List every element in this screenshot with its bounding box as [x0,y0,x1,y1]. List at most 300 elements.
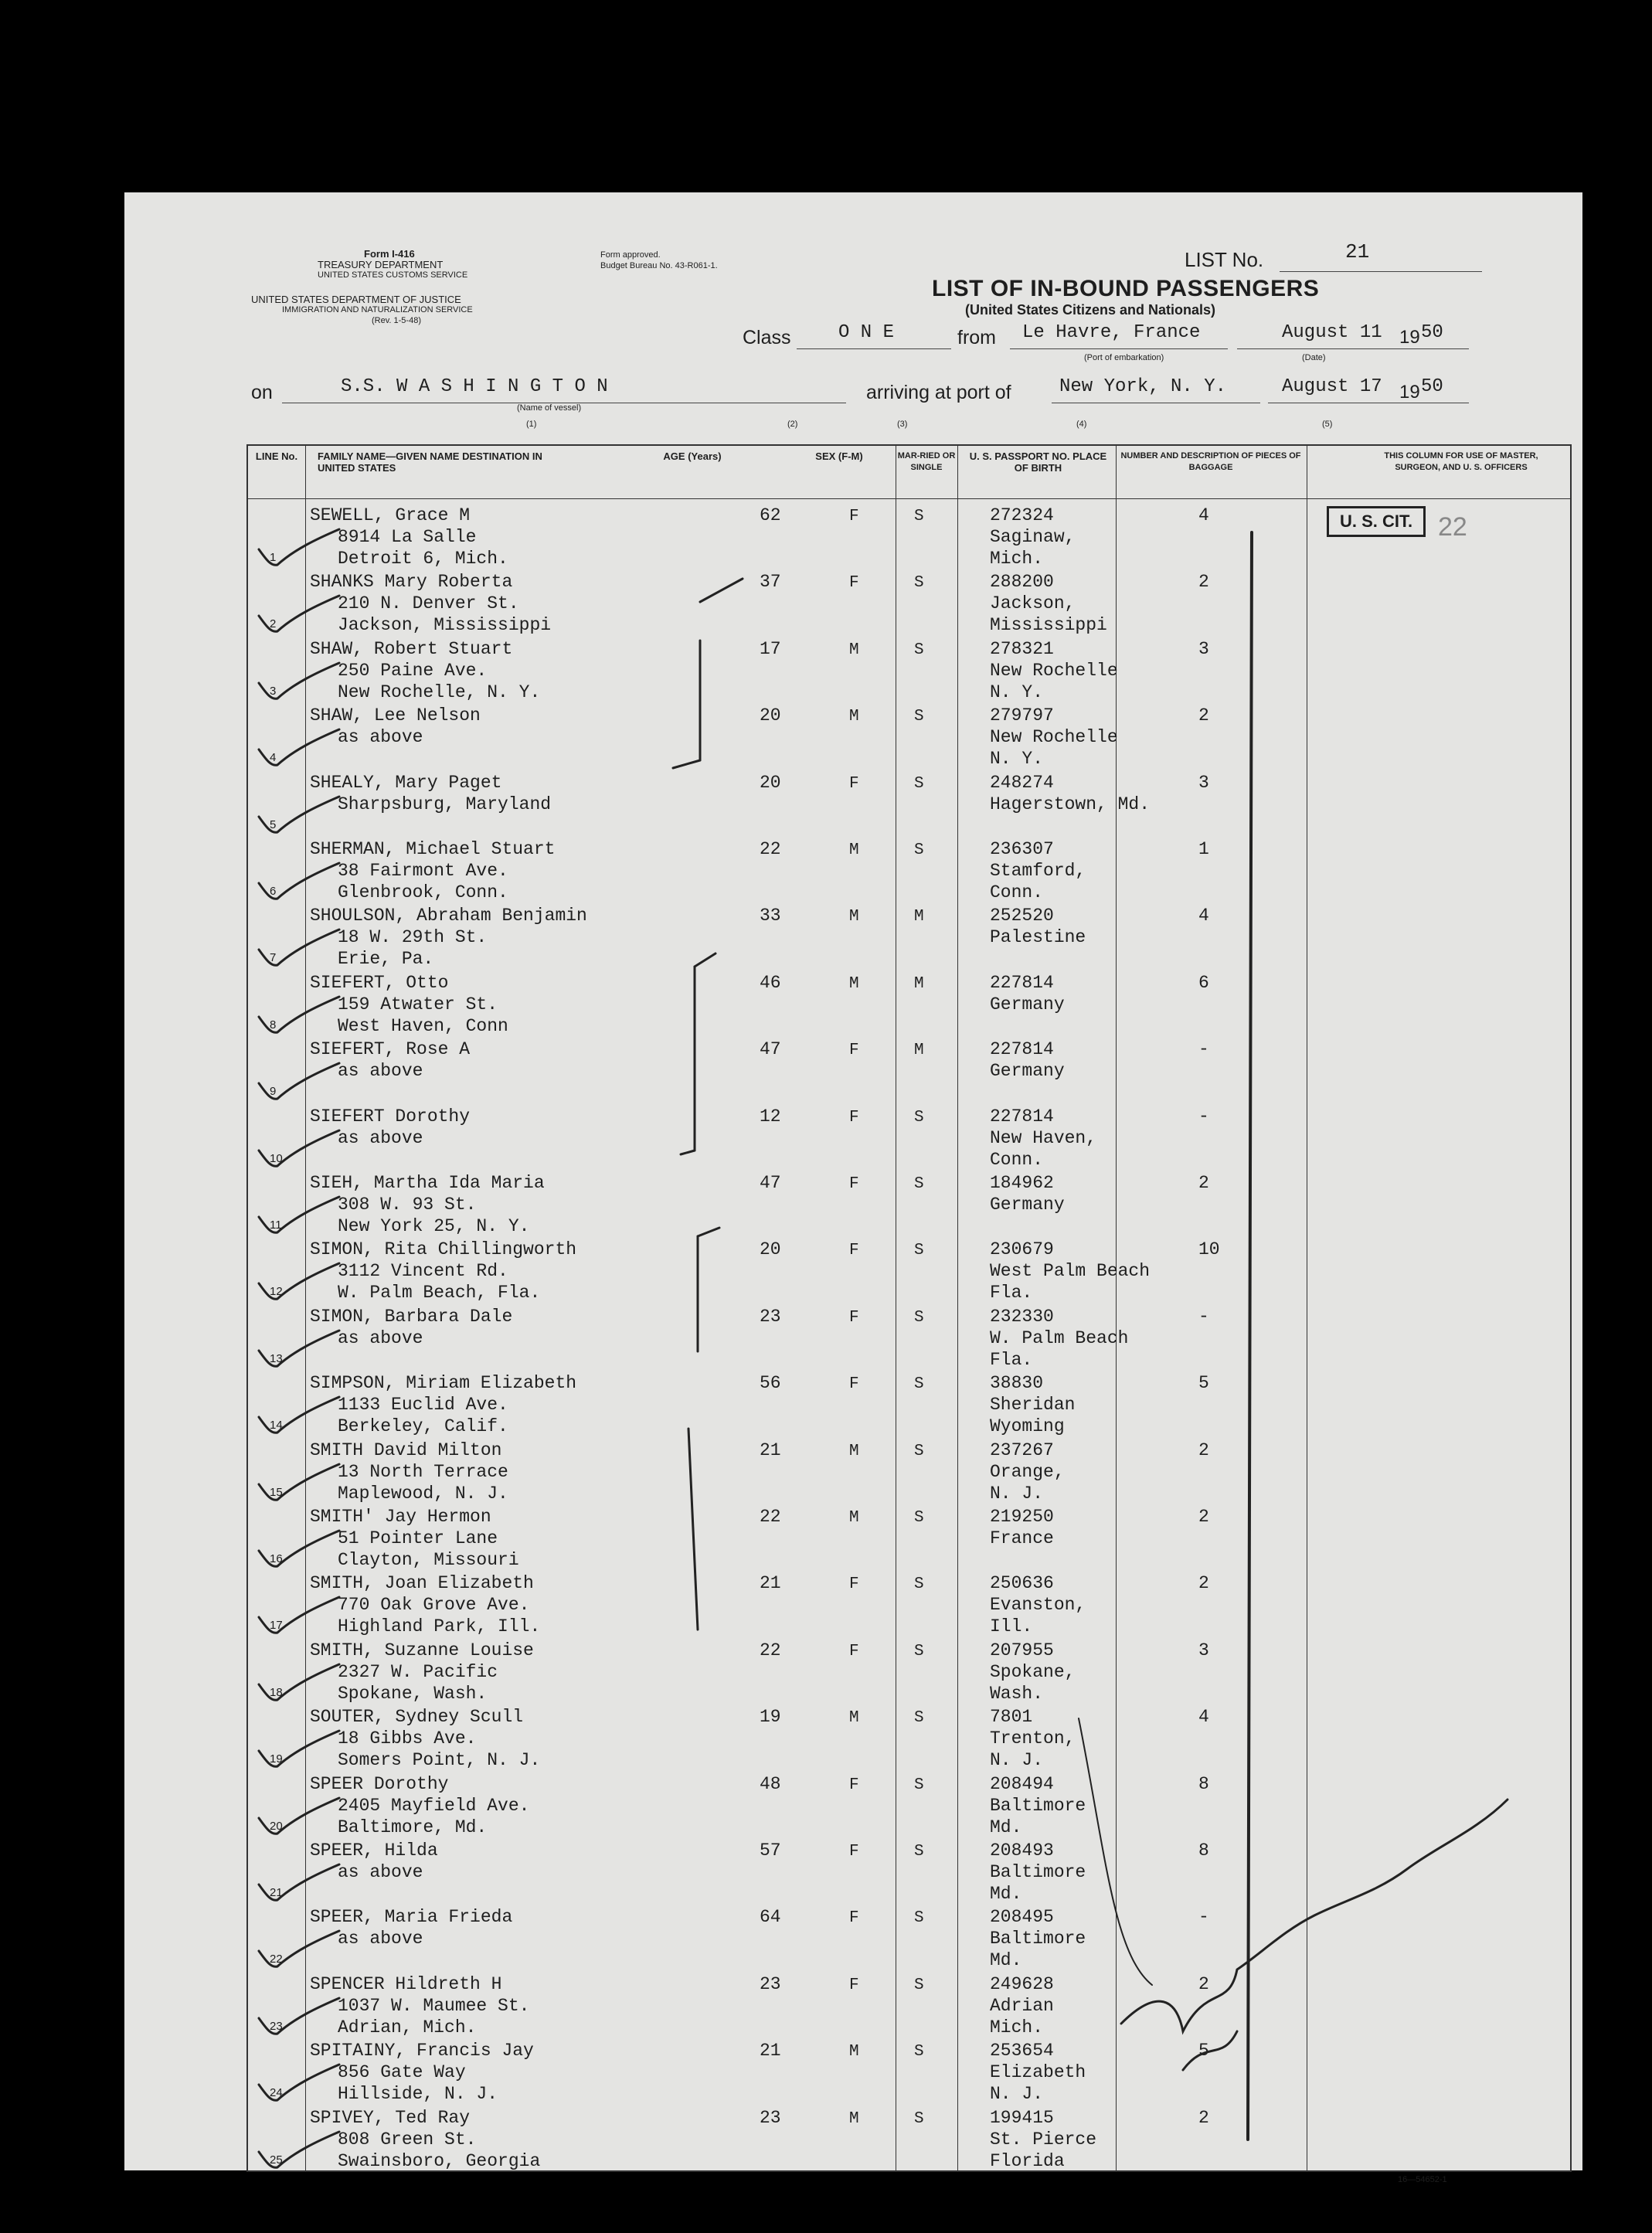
baggage-count: 1 [1198,839,1209,859]
line-number: 11 [270,1218,282,1232]
line-number: 25 [270,2153,283,2167]
birthplace-line-1: Orange, [990,1461,1065,1482]
line-number: 24 [270,2086,283,2100]
marital-status: S [914,708,924,726]
header-line-no: LINE No. [255,450,298,462]
column-number: (4) [1076,420,1087,429]
passenger-name: SPENCER Hildreth H [310,1973,502,1994]
marital-status: S [914,1242,924,1260]
marital-status: S [914,641,924,659]
us-citizen-stamp: U. S. CIT. [1327,506,1426,537]
baggage-count: 3 [1198,638,1209,659]
baggage-count: 8 [1198,1773,1209,1794]
sex: F [849,774,859,793]
passport-number: 288200 [990,572,1054,593]
birthplace-line-2: Mich. [990,2017,1044,2038]
baggage-count: 4 [1198,505,1209,525]
passport-number: 236307 [990,839,1054,859]
birthplace-line-2: Fla. [990,1349,1033,1370]
class-label: Class [743,327,791,348]
address-line-1: 808 Green St. [338,2129,477,2150]
justice-label: UNITED STATES DEPARTMENT OF JUSTICE [251,294,461,305]
arriving-label: arriving at port of [866,382,1011,403]
baggage-count: 2 [1198,1573,1209,1594]
baggage-count: - [1198,1907,1209,1928]
marital-status: S [914,1709,924,1728]
baggage-count: 2 [1198,1507,1209,1527]
age: 20 [760,705,781,726]
baggage-count: - [1198,1039,1209,1060]
birthplace-line-2: Florida [990,2150,1065,2171]
baggage-count: 2 [1198,2107,1209,2128]
sex: M [849,1709,859,1728]
line-number: 4 [270,751,277,765]
marital-status: S [914,508,924,525]
passport-number: 227814 [990,972,1054,993]
address-line-1: 770 Oak Grove Ave. [338,1595,530,1616]
marital-status: S [914,1776,924,1794]
embark-date: August 11 [1282,322,1382,343]
passport-number: 208494 [990,1773,1054,1794]
address-line-2: New Rochelle, N. Y. [338,681,541,702]
vessel-name: S.S. W A S H I N G T O N [341,376,608,397]
age: 64 [760,1907,781,1928]
address-line-1: 856 Gate Way [338,2062,466,2083]
address-line-2: Detroit 6, Mich. [338,549,508,569]
birthplace-line-1: Baltimore [990,1795,1086,1816]
address-line-2: Berkeley, Calif. [338,1416,508,1437]
birthplace-line-2: N. Y. [990,681,1044,702]
address-line-2: Erie, Pa. [338,949,434,970]
embark-port: Le Havre, France [1022,322,1201,343]
age: 37 [760,572,781,593]
passport-number: 38830 [990,1373,1044,1394]
birthplace-line-1: Spokane, [990,1661,1076,1682]
birthplace-line-2: Mississippi [990,615,1107,636]
marital-status: S [914,1509,924,1527]
address-line-1: 250 Paine Ave. [338,660,488,681]
sex: F [849,1108,859,1127]
column-number: (1) [526,420,537,429]
baggage-count: 6 [1198,972,1209,993]
birthplace-line-1: Jackson, [990,593,1076,614]
baggage-count: 2 [1198,1439,1209,1460]
sex: F [849,1308,859,1327]
birthplace-line-2: Wash. [990,1683,1044,1704]
baggage-count: 2 [1198,705,1209,726]
passenger-name: SIMPSON, Miriam Elizabeth [310,1373,577,1394]
birthplace-line-2: Ill. [990,1616,1033,1637]
birthplace-line-2: N. J. [990,1750,1044,1771]
arrival-date: August 17 [1282,376,1382,397]
address-line-1: as above [338,1929,423,1949]
age: 62 [760,505,781,525]
line-number: 9 [270,1085,277,1099]
birthplace-line-1: New Rochelle [990,660,1118,681]
header-age: AGE (Years) [663,450,722,462]
line-number: 2 [270,617,277,631]
marital-status: S [914,1575,924,1594]
passenger-name: SMITH' Jay Hermon [310,1507,491,1527]
marital-status: S [914,1375,924,1394]
customs-label: UNITED STATES CUSTOMS SERVICE [318,270,468,280]
marital-status: S [914,1308,924,1327]
sex: F [849,1575,859,1594]
address-line-1: as above [338,1862,423,1882]
form-approved: Form approved. [600,250,661,260]
passport-number: 7801 [990,1707,1033,1728]
line-number: 3 [270,684,277,698]
birthplace-line-1: Saginaw, [990,527,1076,547]
sex: F [849,574,859,593]
birthplace-line-2: N. J. [990,2084,1044,2105]
age: 22 [760,839,781,859]
address-line-1: 38 Fairmont Ave. [338,861,508,881]
sex: M [849,2043,859,2061]
age: 21 [760,2041,781,2061]
passport-number: 208495 [990,1907,1054,1928]
birthplace-line-2: Md. [990,1884,1022,1904]
line-number: 1 [270,551,277,564]
birthplace-line-1: Baltimore [990,1862,1086,1882]
sex: M [849,974,859,993]
passport-number: 253654 [990,2041,1054,2061]
sex: F [849,1843,859,1861]
baggage-count: - [1198,1106,1209,1127]
address-line-2: Swainsboro, Georgia [338,2150,541,2171]
list-number: 21 [1345,240,1370,263]
line-number: 19 [270,1752,283,1766]
age: 46 [760,972,781,993]
age: 20 [760,772,781,793]
passenger-name: SPITAINY, Francis Jay [310,2041,534,2061]
line-number: 6 [270,885,277,898]
birthplace-line-1: West Palm Beach [990,1261,1151,1282]
form-number: Form I-416 [364,248,415,260]
address-line-1: 3112 Vincent Rd. [338,1261,508,1282]
marital-status: M [914,1042,924,1060]
line-number: 21 [270,1886,283,1899]
address-line-1: 18 Gibbs Ave. [338,1728,477,1749]
margin-number: 22 [1438,512,1467,542]
rev-label: (Rev. 1-5-48) [372,316,421,325]
birthplace-line-1: New Rochelle [990,727,1118,748]
address-line-1: 18 W. 29th St. [338,927,488,948]
marital-status: S [914,2043,924,2061]
age: 23 [760,2107,781,2128]
passenger-name: SIEH, Martha Ida Maria [310,1173,545,1193]
address-line-1: 308 W. 93 St. [338,1195,477,1215]
birthplace-line-1: Germany [990,994,1065,1015]
passenger-name: SMITH, Joan Elizabeth [310,1573,534,1594]
header-sex: SEX (F-M) [815,450,863,462]
address-line-1: as above [338,1327,423,1348]
line-number: 8 [270,1018,277,1032]
passport-number: 227814 [990,1039,1054,1060]
header-passport: U. S. PASSPORT NO. PLACE OF BIRTH [969,450,1107,474]
age: 57 [760,1840,781,1861]
baggage-count: 8 [1198,1840,1209,1861]
baggage-count: 2 [1198,572,1209,593]
address-line-1: 13 North Terrace [338,1461,508,1482]
birthplace-line-2: Md. [990,1817,1022,1837]
birthplace-line-2: Conn. [990,1149,1044,1170]
passenger-name: SIMON, Rita Chillingworth [310,1239,577,1260]
passport-number: 237267 [990,1439,1054,1460]
age: 22 [760,1507,781,1527]
sex: M [849,708,859,726]
passenger-name: SHANKS Mary Roberta [310,572,513,593]
passenger-name: SPIVEY, Ted Ray [310,2107,471,2128]
sex: F [849,1175,859,1193]
line-number: 23 [270,2019,283,2033]
marital-status: S [914,1442,924,1460]
address-line-2: Baltimore, Md. [338,1817,488,1837]
sex: F [849,1242,859,1260]
address-line-1: 2327 W. Pacific [338,1661,498,1682]
passenger-name: SHAW, Robert Stuart [310,638,513,659]
header-officers: THIS COLUMN FOR USE OF MASTER, SURGEON, AND U. S. OFFICERS [1384,451,1538,472]
sex: F [849,1909,859,1928]
line-number: 15 [270,1485,283,1499]
birthplace-line-1: W. Palm Beach [990,1327,1129,1348]
age: 47 [760,1039,781,1060]
birthplace-line-1: Evanston, [990,1595,1086,1616]
column-number: (2) [787,420,798,429]
address-line-2: West Haven, Conn [338,1015,508,1036]
birthplace-line-2: Md. [990,1950,1022,1971]
baggage-count: 2 [1198,1173,1209,1193]
passenger-name: SPEER Dorothy [310,1773,449,1794]
footer-code: 16—54652-1 [1398,2175,1447,2184]
birthplace-line-2: Conn. [990,882,1044,902]
age: 21 [760,1439,781,1460]
birthplace-line-1: France [990,1528,1054,1548]
list-number-label: LIST No. [1185,248,1264,271]
passenger-name: SHEALY, Mary Paget [310,772,502,793]
marital-status: S [914,841,924,859]
age: 21 [760,1573,781,1594]
column-number: (5) [1322,420,1333,429]
address-line-2: Clayton, Missouri [338,1550,519,1570]
birthplace-line-1: Adrian [990,1995,1054,2016]
address-line-2: New York 25, N. Y. [338,1216,530,1236]
marital-status: S [914,574,924,593]
vessel-caption: (Name of vessel) [517,403,582,413]
sex: F [849,1976,859,1994]
baggage-count: 2 [1198,1973,1209,1994]
passport-number: 230679 [990,1239,1054,1260]
sex: M [849,841,859,859]
birthplace-line-1: Baltimore [990,1929,1086,1949]
address-line-2: Hillside, N. J. [338,2084,498,2105]
birthplace-line-2: Mich. [990,549,1044,569]
birthplace-line-1: Stamford, [990,861,1086,881]
passenger-name: SIEFERT, Otto [310,972,449,993]
age: 12 [760,1106,781,1127]
address-line-1: 2405 Mayfield Ave. [338,1795,530,1816]
from-label: from [957,327,996,348]
address-line-1: as above [338,1127,423,1148]
budget-number: Budget Bureau No. 43-R061-1. [600,261,718,270]
passport-number: 249628 [990,1973,1054,1994]
baggage-count: 4 [1198,906,1209,926]
arrival-year: 50 [1421,376,1443,397]
passport-number: 184962 [990,1173,1054,1193]
line-number: 13 [270,1351,283,1365]
address-line-2: Glenbrook, Conn. [338,882,508,902]
age: 48 [760,1773,781,1794]
column-number: (3) [897,420,908,429]
birthplace-line-1: Trenton, [990,1728,1076,1749]
line-number: 5 [270,817,277,831]
on-label: on [251,382,273,403]
passport-number: 232330 [990,1306,1054,1327]
passenger-name: SEWELL, Grace M [310,505,471,525]
baggage-count: 10 [1198,1239,1220,1260]
passport-number: 248274 [990,772,1054,793]
address-line-1: 159 Atwater St. [338,994,498,1015]
passenger-name: SHAW, Lee Nelson [310,705,481,726]
handwritten-marks [124,192,1582,2209]
baggage-count: 5 [1198,2041,1209,2061]
sex: F [849,1042,859,1060]
age: 56 [760,1373,781,1394]
age: 33 [760,906,781,926]
address-line-1: 210 N. Denver St. [338,593,519,614]
line-number: 10 [270,1151,283,1165]
form-subtitle: (United States Citizens and Nationals) [965,302,1216,318]
passport-number: 252520 [990,906,1054,926]
passenger-list-page [124,192,1582,2184]
line-number: 7 [270,951,277,965]
line-number: 20 [270,1819,283,1833]
address-line-2: W. Palm Beach, Fla. [338,1283,541,1303]
birthplace-line-1: Sheridan [990,1395,1076,1416]
baggage-count: 3 [1198,1640,1209,1660]
birthplace-line-2: N. J. [990,1483,1044,1504]
birthplace-line-1: St. Pierce [990,2129,1097,2150]
passport-number: 278321 [990,638,1054,659]
line-number: 17 [270,1619,283,1633]
address-line-2: Adrian, Mich. [338,2017,477,2038]
passport-number: 272324 [990,505,1054,525]
baggage-count: 4 [1198,1707,1209,1728]
address-line-1: Sharpsburg, Maryland [338,794,552,814]
birthplace-line-1: Hagerstown, Md. [990,794,1151,814]
age: 23 [760,1306,781,1327]
marital-status: S [914,1108,924,1127]
address-line-1: 1037 W. Maumee St. [338,1995,530,2016]
line-number: 14 [270,1419,283,1433]
address-line-1: as above [338,727,423,748]
address-line-2: Highland Park, Ill. [338,1616,541,1637]
sex: F [849,1776,859,1794]
date-caption: (Date) [1302,353,1326,362]
passenger-name: SIMON, Barbara Dale [310,1306,513,1327]
passport-number: 227814 [990,1106,1054,1127]
sex: M [849,1509,859,1527]
birthplace-line-1: New Haven, [990,1127,1097,1148]
marital-status: S [914,2109,924,2128]
sex: M [849,641,859,659]
passport-number: 219250 [990,1507,1054,1527]
passport-number: 208493 [990,1840,1054,1861]
address-line-2: Spokane, Wash. [338,1683,488,1704]
marital-status: S [914,1843,924,1861]
age: 17 [760,638,781,659]
header-name: FAMILY NAME—GIVEN NAME DESTINATION IN UNITED STATES [318,450,542,474]
passenger-name: SPEER, Maria Frieda [310,1907,513,1928]
address-line-1: as above [338,1061,423,1082]
form-title: LIST OF IN-BOUND PASSENGERS [932,276,1320,301]
baggage-count: 3 [1198,772,1209,793]
passport-number: 279797 [990,705,1054,726]
birthplace-line-1: Elizabeth [990,2062,1086,2083]
marital-status: S [914,1909,924,1928]
marital-status: M [914,974,924,993]
birthplace-line-1: Germany [990,1061,1065,1082]
sex: M [849,2109,859,2128]
birthplace-line-2: N. Y. [990,749,1044,770]
passenger-name: SHOULSON, Abraham Benjamin [310,906,587,926]
passport-number: 207955 [990,1640,1054,1660]
marital-status: S [914,1976,924,1994]
age: 23 [760,1973,781,1994]
marital-status: S [914,1175,924,1193]
passenger-name: SIEFERT Dorothy [310,1106,471,1127]
sex: M [849,908,859,926]
passenger-name: SHERMAN, Michael Stuart [310,839,556,859]
age: 20 [760,1239,781,1260]
birthplace-line-2: Wyoming [990,1416,1065,1437]
address-line-2: Maplewood, N. J. [338,1483,508,1504]
header-married: MAR-RIED OR SINGLE [897,451,956,472]
passenger-name: SMITH, Suzanne Louise [310,1640,534,1660]
passenger-name: SOUTER, Sydney Scull [310,1707,524,1728]
address-line-1: 1133 Euclid Ave. [338,1395,508,1416]
passenger-name: SIEFERT, Rose A [310,1039,471,1060]
sex: M [849,1442,859,1460]
marital-status: M [914,908,924,926]
treasury-label: TREASURY DEPARTMENT [318,259,444,270]
port-caption: (Port of embarkation) [1084,353,1164,362]
marital-status: S [914,774,924,793]
line-number: 16 [270,1552,283,1565]
arrival-port: New York, N. Y. [1059,376,1227,397]
line-number: 12 [270,1285,283,1299]
birthplace-line-2: Fla. [990,1283,1033,1303]
passenger-name: SMITH David Milton [310,1439,502,1460]
embark-year: 50 [1421,322,1443,343]
birthplace-line-1: Palestine [990,927,1086,948]
address-line-2: Jackson, Mississippi [338,615,552,636]
address-line-1: 51 Pointer Lane [338,1528,498,1548]
birthplace-line-1: Germany [990,1195,1065,1215]
line-number: 22 [270,1953,283,1966]
marital-status: S [914,1642,924,1660]
age: 19 [760,1707,781,1728]
age: 22 [760,1640,781,1660]
arrival-year-prefix: 19 [1399,382,1420,403]
header-baggage: NUMBER AND DESCRIPTION OF PIECES OF BAGGAGE [1120,451,1301,472]
address-line-1: 8914 La Salle [338,527,477,547]
passport-number: 250636 [990,1573,1054,1594]
passenger-name: SPEER, Hilda [310,1840,438,1861]
line-number: 18 [270,1685,283,1699]
passport-number: 199415 [990,2107,1054,2128]
class-value: O N E [838,322,895,343]
